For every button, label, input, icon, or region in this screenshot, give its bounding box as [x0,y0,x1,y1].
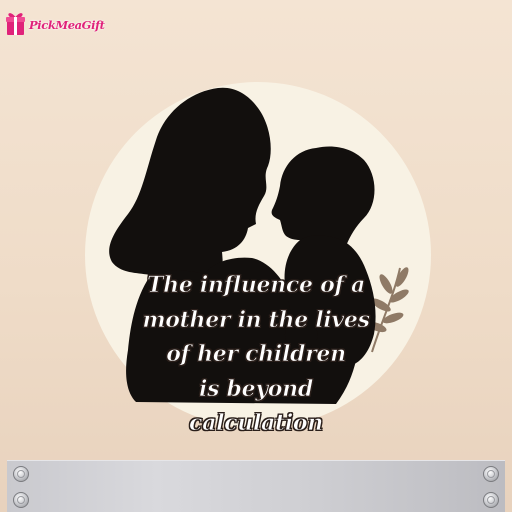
quote-line: calculation [189,410,323,436]
screw-icon [13,466,29,482]
brand-name: PickMeaGift [29,18,105,32]
screw-icon [13,492,29,508]
quote-line: The influence of a [147,272,365,298]
gift-box-icon [4,8,30,38]
screw-icon [483,492,499,508]
brand-logo[interactable] [4,6,116,40]
quote-line: mother in the lives [142,306,370,333]
quote-line: of her children [166,341,346,367]
quote-text [106,268,406,441]
screw-icon [483,466,499,482]
quote-line: is beyond [199,375,313,402]
metal-plaque-edge [7,460,505,512]
